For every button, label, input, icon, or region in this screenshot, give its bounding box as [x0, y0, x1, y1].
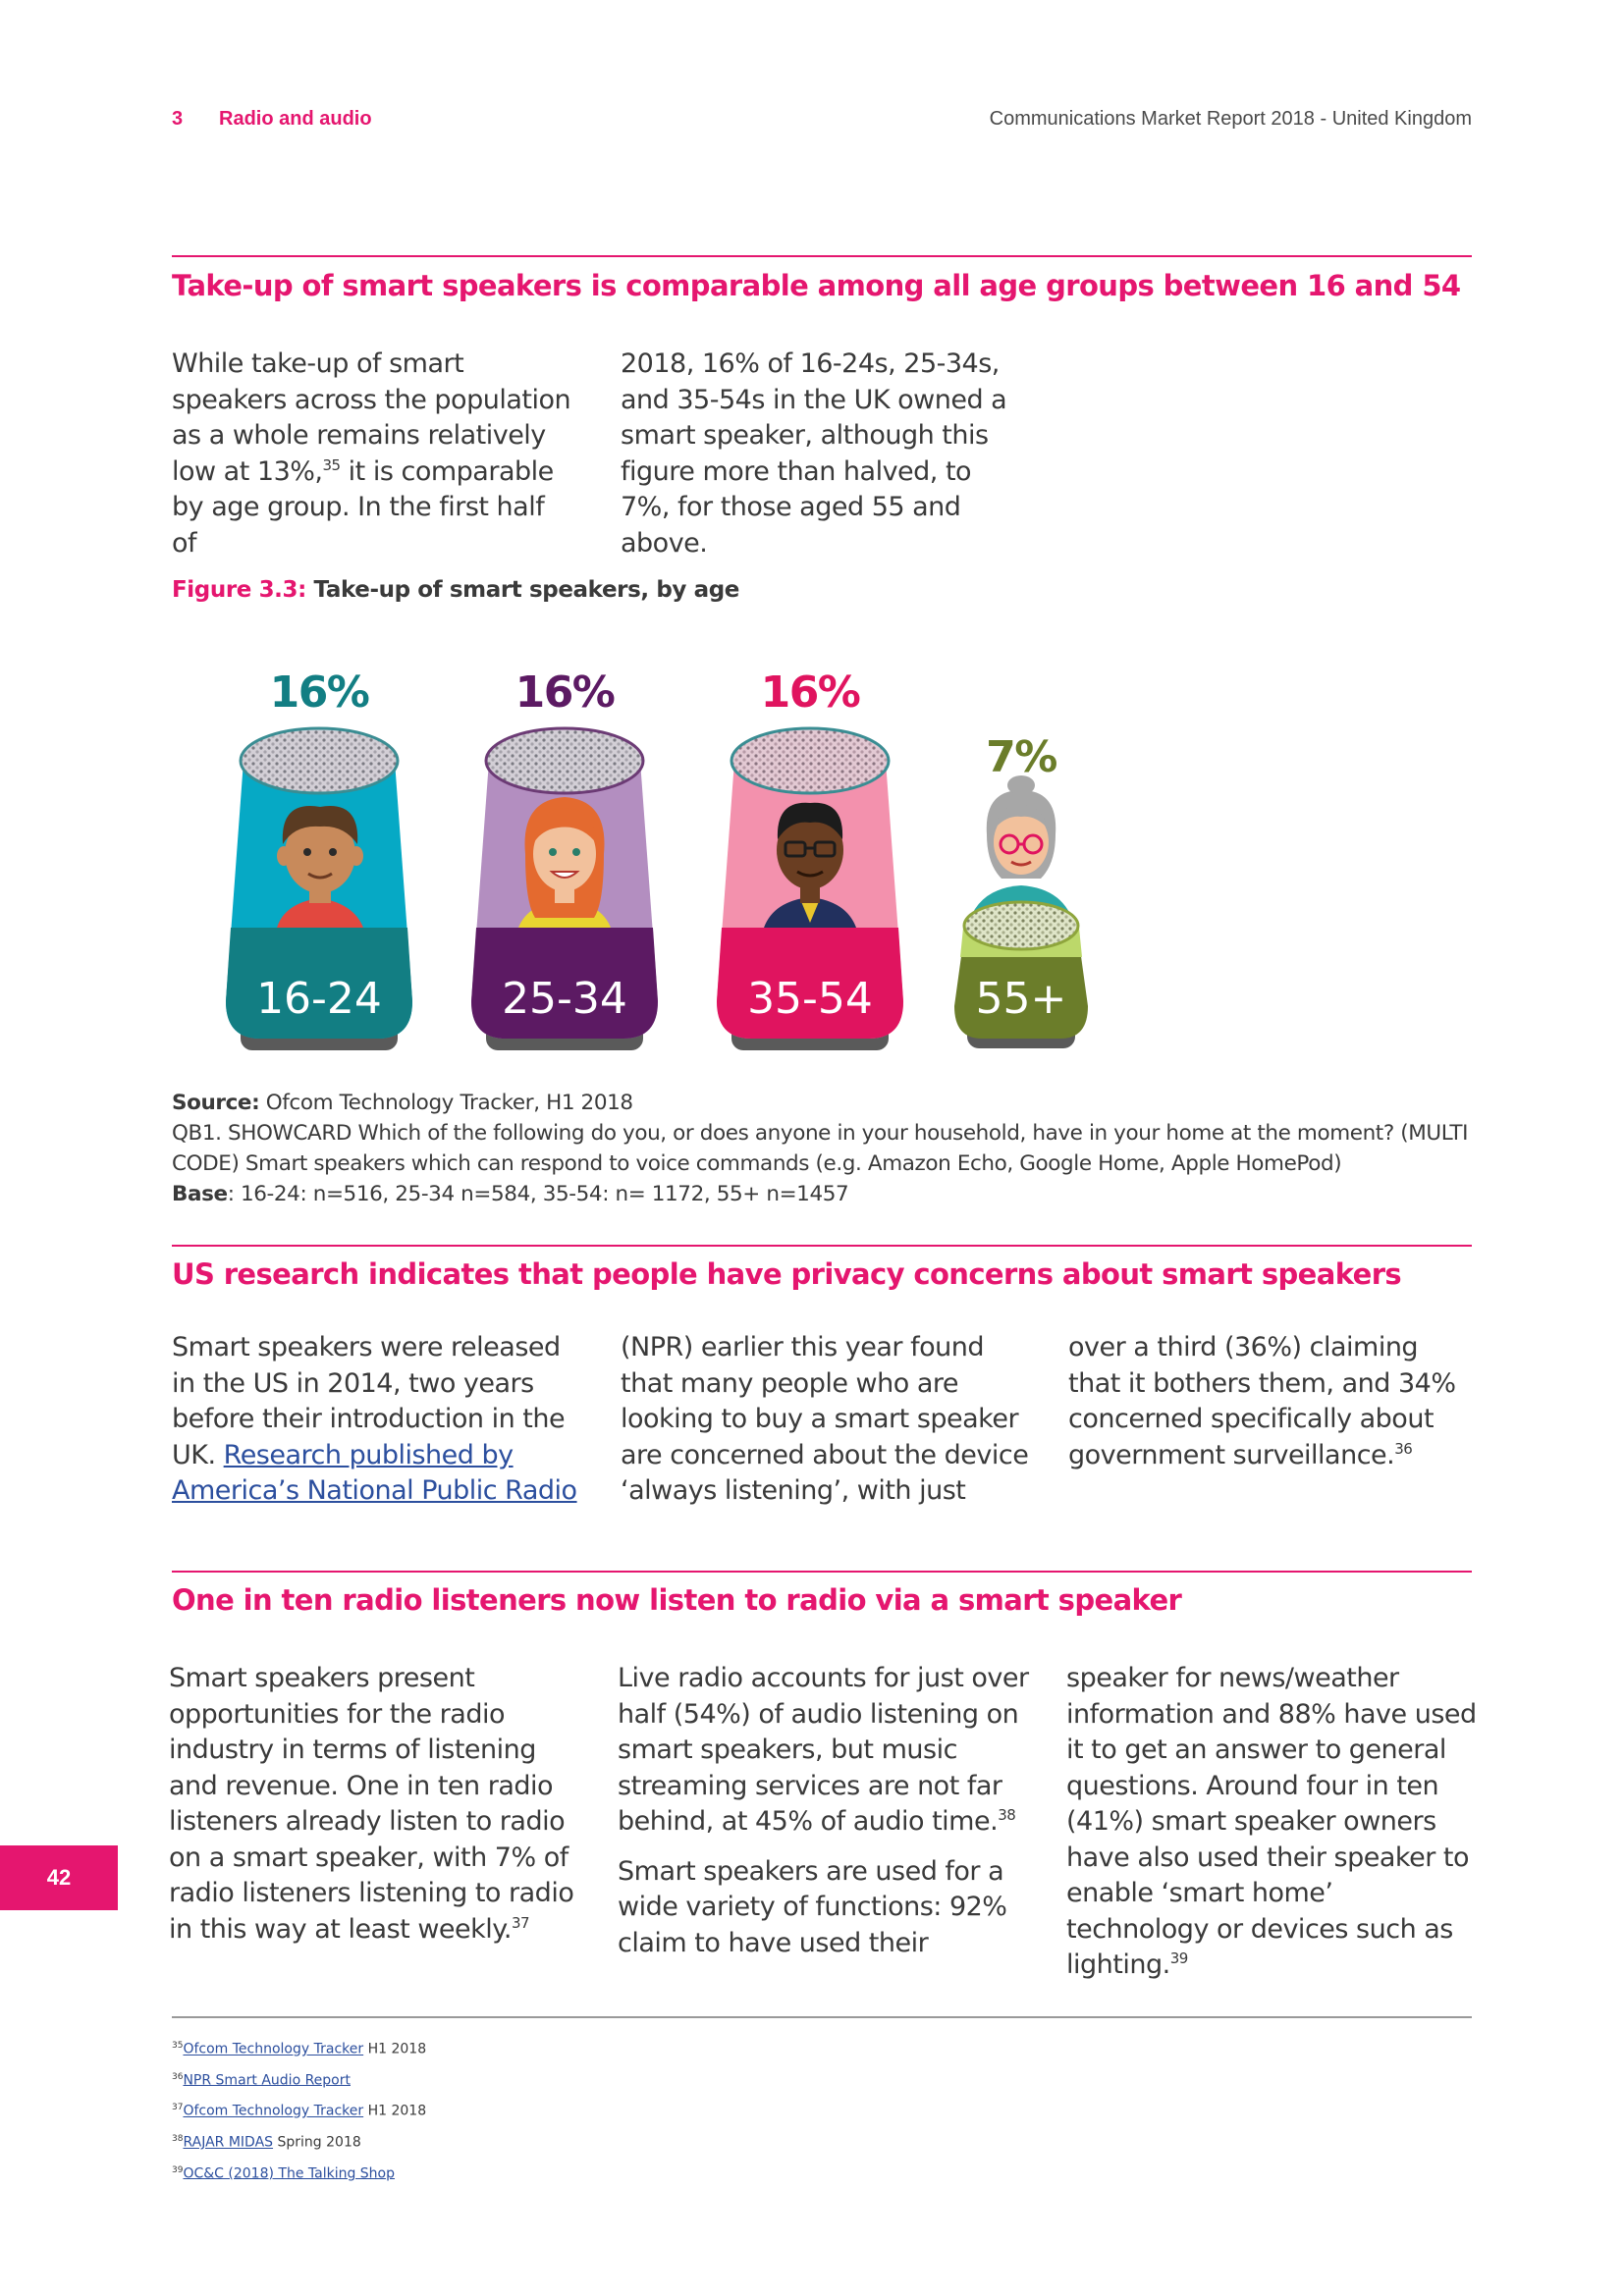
body-text: 2018, 16% of 16-24s, 25-34s, and 35-54s in the UK owned a smart speaker, although this figure more than halved, to 7%, for those aged 55 and above.	[621, 348, 1007, 559]
body-text: Smart speakers were released in the US in 2014, two years before their introduction in the UK.	[172, 1332, 566, 1470]
footnote-ref[interactable]: 39	[1169, 1949, 1188, 1967]
source-label: Source:	[172, 1091, 260, 1115]
category-label-25-34: 25-34	[502, 974, 627, 1024]
body-column-1	[169, 1661, 579, 1948]
footnote-link[interactable]: NPR Smart Audio Report	[183, 2072, 351, 2089]
section-heading: Take-up of smart speakers is comparable among all age groups between 16 and 54	[172, 269, 1461, 302]
footnote-item	[172, 2157, 426, 2188]
base-label: Base	[172, 1182, 228, 1206]
footnote-number: 37	[172, 2103, 184, 2113]
body-text: Smart speakers present opportunities for the radio industry in terms of listening and revenue. One in ten radio listeners already listen to radio on a smart speaker, with 7% of radio listeners listening to radio in this way at least weekly.	[169, 1663, 574, 1945]
body-column-2	[621, 1330, 1033, 1510]
npr-research-link[interactable]: Research published by America’s National Public Radio	[172, 1439, 577, 1506]
section-heading: US research indicates that people have privacy concerns about smart speakers	[172, 1257, 1402, 1291]
figure-label: Figure 3.3:	[172, 577, 306, 603]
footnote-ref[interactable]: 37	[512, 1913, 530, 1932]
section-number: 3	[172, 108, 184, 130]
section-title: Radio and audio	[219, 108, 372, 130]
footnote-number: 39	[172, 2164, 184, 2175]
body-text: speaker for news/weather information and 88% have used it to get an answer to general questions. Around four in ten (41%) smart speaker owners have also used their speaker to enable ‘smart home’ technology or devices such as lighting.	[1066, 1663, 1477, 1980]
base-text: : 16-24: n=516, 25-34 n=584, 35-54: n= 1172, 55+ n=1457	[227, 1182, 849, 1206]
figure-source	[172, 1088, 1478, 1209]
value-label-25-34: 16%	[514, 667, 615, 718]
footnote-link[interactable]: OC&C (2018) The Talking Shop	[183, 2165, 396, 2182]
body-column-1	[172, 1330, 579, 1510]
footnote-text: Spring 2018	[273, 2134, 361, 2151]
body-text: it is comparable by age group. In the first half of	[172, 455, 554, 559]
body-text: over a third (36%) claiming that it bothers them, and 34% concerned specifically about government surveillance.	[1068, 1332, 1456, 1470]
report-title: Communications Market Report 2018 - United Kingdom	[989, 108, 1472, 130]
footnote-ref[interactable]: 36	[1394, 1439, 1413, 1458]
footnote-link[interactable]: RAJAR MIDAS	[183, 2134, 274, 2151]
footnote-ref[interactable]: 35	[322, 455, 341, 474]
section-divider	[172, 1571, 1472, 1573]
footnote-ref[interactable]: 38	[998, 1806, 1016, 1824]
figure-caption: Take-up of smart speakers, by age	[313, 577, 739, 603]
footnote-item	[172, 2032, 426, 2063]
footnote-number: 36	[172, 2071, 184, 2082]
page-number: 42	[0, 1845, 118, 1910]
value-label-55-plus: 7%	[986, 732, 1056, 782]
value-label-16-24: 16%	[269, 667, 369, 718]
footnote-divider	[172, 2016, 1472, 2018]
smart-speaker-chart	[0, 0, 1624, 1080]
footnote-text: H1 2018	[363, 2041, 427, 2057]
value-label-35-54: 16%	[760, 667, 860, 718]
category-label-16-24: 16-24	[256, 974, 382, 1024]
footnote-number: 38	[172, 2133, 184, 2144]
footnote-item	[172, 2094, 426, 2125]
source-text: Ofcom Technology Tracker, H1 2018	[259, 1091, 633, 1115]
body-text: (NPR) earlier this year found that many people who are looking to buy a smart speaker are concerned about the device ‘always listening’, with just	[621, 1332, 1029, 1506]
footnote-link[interactable]: Ofcom Technology Tracker	[183, 2041, 364, 2057]
footnote-item	[172, 2125, 426, 2157]
body-column-3	[1068, 1330, 1471, 1473]
footnote-number: 35	[172, 2041, 184, 2051]
body-column-3	[1066, 1661, 1479, 1984]
source-question: QB1. SHOWCARD Which of the following do you, or does anyone in your household, have in your home at the moment? (MULTI CODE) Smart speakers which can respond to voice commands (e.g. Amazon Echo, Google Home, Apple HomePod)	[172, 1121, 1469, 1176]
footnote-text: H1 2018	[363, 2103, 427, 2119]
body-text: Live radio accounts for just over half (54%) of audio listening on smart speakers, but music streaming services are not far behind, at 45% of audio time.	[618, 1663, 1029, 1837]
footnote-item	[172, 2063, 426, 2095]
category-label-35-54: 35-54	[747, 974, 873, 1024]
footnote-link[interactable]: Ofcom Technology Tracker	[183, 2103, 364, 2119]
body-column-2	[618, 1661, 1030, 1975]
category-label-55-plus: 55+	[975, 974, 1067, 1024]
footnotes	[172, 2032, 426, 2187]
section-divider	[172, 1245, 1472, 1247]
body-text: While take-up of smart speakers across the population as a whole remains relatively low at 13%,	[172, 348, 571, 487]
body-text: Smart speakers are used for a wide variety of functions: 92% claim to have used their	[618, 1855, 1007, 1958]
section-heading: One in ten radio listeners now listen to radio via a smart speaker	[172, 1583, 1182, 1617]
